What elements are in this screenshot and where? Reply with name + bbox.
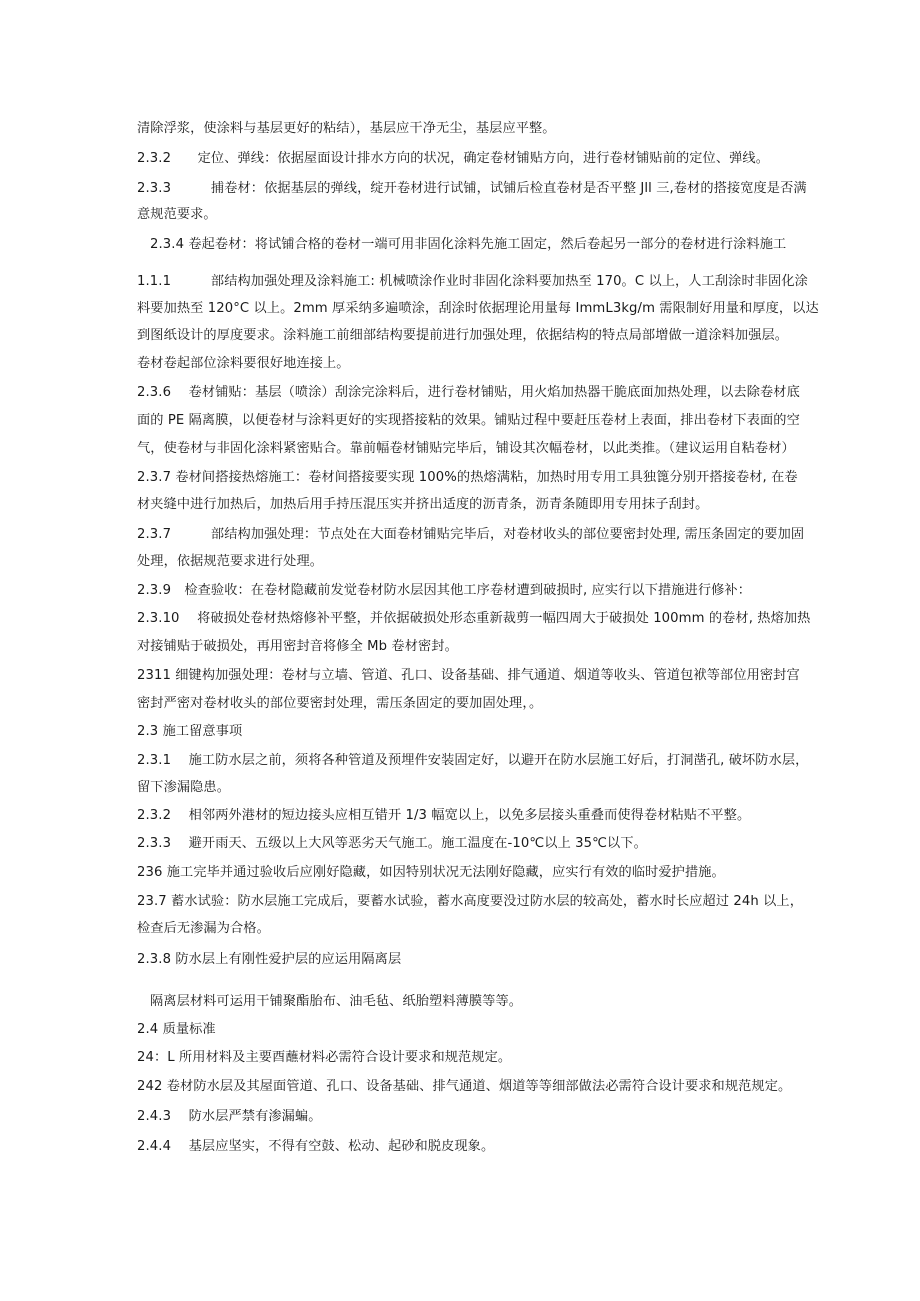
text-line: 2.3.7 卷材间搭接热熔施工：卷材间搭接要实现 100%的热熔满粘，加热时用专用工具独篦分别开搭接卷材, 在卷 xyxy=(137,470,798,485)
text-line: 到图纸设计的厚度要求。涂料施工前细部结构要提前进行加强处理，依据结构的特点局部增做一道涂料加强层。 xyxy=(137,328,789,343)
text-line: 2.4.3 防水层严禁有渗漏蝙。 xyxy=(137,1109,322,1124)
text-line: 2.3.6 卷材铺贴：基层（喷涂）刮涂完涂料后，进行卷材铺贴，用火焰加热器干脆底面加热处理，以去除卷材底 xyxy=(137,385,800,400)
text-line: 对接铺贴于破损处，再用密封音将修全 Mb 卷材密封。 xyxy=(137,639,458,654)
text-line: 料要加热至 120°C 以上。2mm 厚采纳多遍喷涂，刮涂时依据理论用量每 ImmL3kg/m 需限制好用量和厚度，以达 xyxy=(137,301,819,316)
text-line: 意规范要求。 xyxy=(137,207,217,222)
text-line: 2.3.2 相邻两外港材的短边接头应相互错开 1/3 幅宽以上，以免多层接头重叠而使得卷材粘贴不平整。 xyxy=(137,808,751,823)
text-line: 2.3.9 检查验收：在卷材隐藏前发觉卷材防水层因其他工序卷材遭到破损时, 应实行以下措施进行修补： xyxy=(137,583,751,598)
text-line: 236 施工完毕并通过验收后应刚好隐藏，如因特别状况无法刚好隐藏，应实行有效的临时爱护措施。 xyxy=(137,865,725,880)
text-line: 留下渗漏隐患。 xyxy=(137,780,231,795)
text-line: 2.3.7 部结构加强处理：节点处在大面卷材铺贴完毕后，对卷材收头的部位要密封处理, 需压条固定的要加固 xyxy=(137,527,805,542)
text-line: 检查后无渗漏为合格。 xyxy=(137,921,270,936)
text-line: 2.3.10 将破损处卷材热熔修补平整，并依据破损处形态重新裁剪一幅四周大于破损处 100mm 的卷材, 热熔加热 xyxy=(137,611,811,626)
text-line: 面的 PE 隔离膜，以便卷材与涂料更好的实现搭接粘的效果。铺贴过程中要赶压卷材上表面，排出卷材下表面的空 xyxy=(137,413,800,428)
text-line: 242 卷材防水层及其屋面管道、孔口、设备基础、排气通道、烟道等等细部做法必需符合设计要求和规范规定。 xyxy=(137,1079,792,1094)
text-line: 2.3.1 施工防水层之前，须将各种管道及预埋件安装固定好，以避开在防水层施工好后，打洞凿孔, 破坏防水层， xyxy=(137,753,809,768)
text-line: 2311 细键构加强处理：卷材与立墙、管道、孔口、设备基础、排气通道、烟道等收头、管道包袱等部位用密封宫 xyxy=(137,668,800,683)
text-line: 密封严密对卷材收头的部位要密封处理，需压条固定的要加固处理，。 xyxy=(137,696,543,711)
text-line: 2.4.4 基层应坚实，不得有空鼓、松动、起砂和脱皮现象。 xyxy=(137,1139,495,1154)
text-line: 2.3.8 防水层上有刚性爱护层的应运用隔离层 xyxy=(137,952,402,967)
text-line: 24：L 所用材料及主要酉蘸材料必需符合设计要求和规范规定。 xyxy=(137,1050,512,1065)
text-line: 处理，依据规范要求进行处理。 xyxy=(137,554,324,569)
text-line: 2.4 质量标准 xyxy=(137,1022,216,1037)
text-line: 1.1.1 部结构加强处理及涂料施工: 机械喷涂作业时非固化涂料要加热至 170。C 以上，人工刮涂时非固化涂 xyxy=(137,274,808,289)
text-line: 卷材卷起部位涂料要很好地连接上。 xyxy=(137,356,350,371)
text-line: 2.3 施工留意事项 xyxy=(137,724,243,739)
text-line: 清除浮浆，使涂料与基层更好的粘结），基层应干净无尘，基层应平整。 xyxy=(137,121,556,136)
text-line: 23.7 蓄水试验：防水层施工完成后，要蓄水试验，蓄水高度要没过防水层的较高处，蓄水时长应超过 24h 以上， xyxy=(137,894,804,909)
text-line: 2.3.3 避开雨天、五级以上大风等恶劣天气施工。施工温度在-10℃以上 35℃以下。 xyxy=(137,836,647,851)
text-line: 2.3.3 捕卷材：依据基层的弹线，绽开卷材进行试铺，试铺后检直卷材是否平整 Jll 三,卷材的搭接宽度是否满 xyxy=(137,181,807,196)
text-line: 材夹缝中进行加热后，加热后用手持压混压实并挤出适度的沥青条，沥青条随即用专用抹子刮封。 xyxy=(137,497,709,512)
text-line: 2.3.4 卷起卷材：将试铺合格的卷材一端可用非固化涂料先施工固定，然后卷起另一部分的卷材进行涂料施工 xyxy=(150,237,787,252)
text-line: 气，使卷材与非固化涂料紧密贴合。靠前幅卷材铺贴完毕后，铺设其次幅卷材，以此类推。（建议运用自粘卷材） xyxy=(137,441,795,456)
text-line: 隔离层材料可运用干铺聚酯胎布、油毛毡、纸胎塑料薄膜等等。 xyxy=(150,994,523,1009)
text-line: 2.3.2 定位、弹线：依据屋面设计排水方向的状况，确定卷材铺贴方向，进行卷材铺贴前的定位、弹线。 xyxy=(137,151,769,166)
